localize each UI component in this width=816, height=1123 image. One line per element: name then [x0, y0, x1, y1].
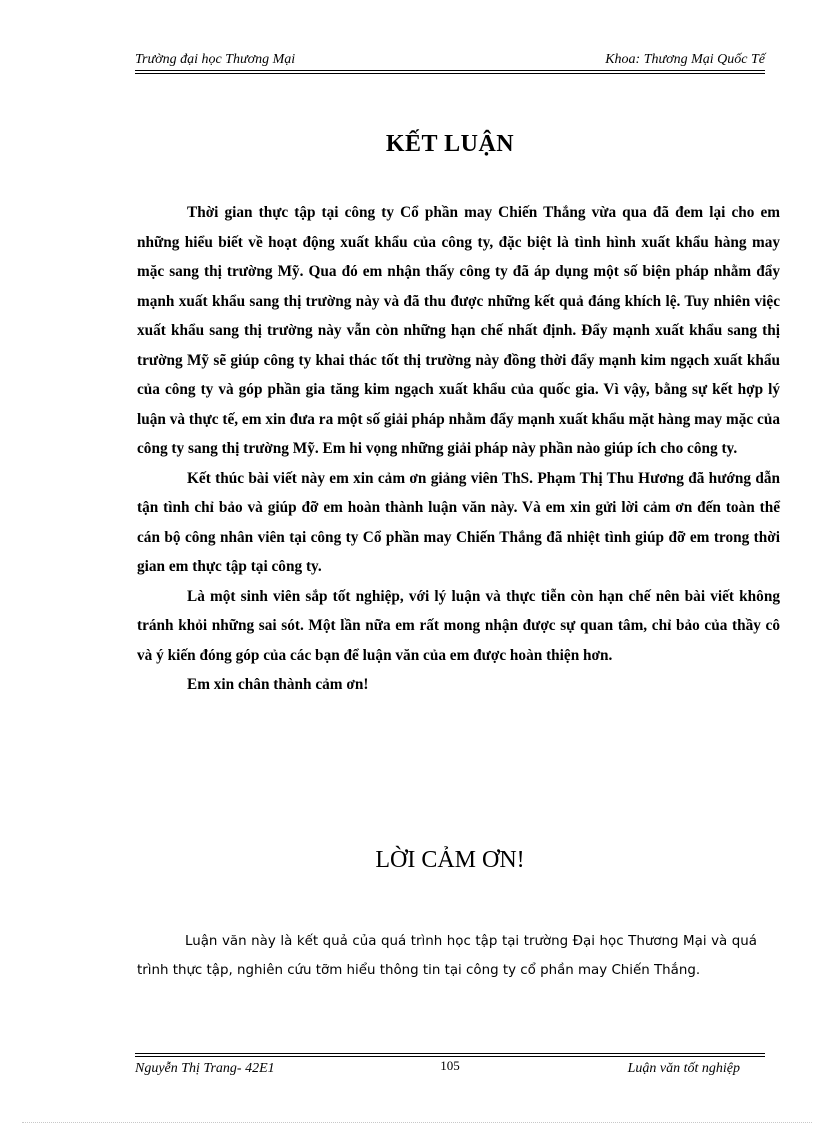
footer-document-type: Luận văn tốt nghiệp — [627, 1061, 740, 1076]
conclusion-paragraph-1: Thời gian thực tập tại công ty Cổ phần may Chiến Thắng vừa qua đã đem lại cho em những hiểu biết về hoạt động xuất khẩu của công ty, đặc biệt là tình hình xuất khẩu hàng may mặc sang thị trường Mỹ. Qua đó em nhận thấy công ty đã áp dụng một số biện pháp nhằm đẩy mạnh xuất khẩu sang thị trường này và đã thu được những kết quả đáng khích lệ. Tuy nhiên việc xuất khẩu sang thị trường này vẫn còn những hạn chế nhất định. Đẩy mạnh xuất khẩu sang thị trường Mỹ sẽ giúp công ty khai thác tốt thị trường này đồng thời đẩy mạnh kim ngạch xuất khẩu của công ty và góp phần gia tăng kim ngạch xuất khẩu của quốc gia. Vì vậy, bằng sự kết hợp lý luận và thực tế, em xin đưa ra một số giải pháp nhằm đẩy mạnh xuất khẩu mặt hàng may mặc của công ty sang thị trường Mỹ. Em hi vọng những giải pháp này phần nào giúp ích cho công ty. — [137, 204, 780, 457]
header-divider-secondary — [135, 73, 765, 74]
footer-divider — [135, 1053, 765, 1054]
conclusion-body — [137, 198, 780, 700]
conclusion-paragraph-3: Là một sinh viên sắp tốt nghiệp, với lý luận và thực tiễn còn hạn chế nên bài viết không tránh khỏi những sai sót. Một lần nữa em rất mong nhận được sự quan tâm, chỉ bảo của thầy cô và ý kiến đóng góp của các bạn để luận văn của em được hoàn thiện hơn. — [137, 587, 780, 664]
acknowledgement-body — [137, 927, 757, 985]
header-faculty: Khoa: Thương Mại Quốc Tế — [605, 52, 765, 67]
footer-author: Nguyễn Thị Trang- 42E1 — [135, 1061, 275, 1076]
conclusion-title: KẾT LUẬN — [385, 131, 515, 157]
acknowledgement-paragraph: Luận văn này là kết quả của quá trình học tập tại trường Đại học Thương Mại và quá trình thực tập, nghiên cứu tỡm hiểu thông tin tại công ty cổ phần may Chiến Thắng. — [137, 934, 757, 978]
page-footer — [135, 1057, 765, 1077]
conclusion-paragraph-2: Kết thúc bài viết này em xin cảm ơn giảng viên ThS. Phạm Thị Thu Hương đã hướng dẫn tận tình chỉ bảo và giúp đỡ em hoàn thành luận văn này. Và em xin gửi lời cảm ơn đến toàn thể cán bộ công nhân viên tại công ty Cổ phần may Chiến Thắng đã nhiệt tình giúp đỡ em trong thời gian em thực tập tại công ty. — [137, 469, 780, 575]
header-university: Trường đại học Thương Mại — [135, 52, 296, 67]
page-number: 105 — [440, 1058, 460, 1073]
acknowledgement-title: LỜI CẢM ƠN! — [375, 847, 525, 873]
conclusion-closing: Em xin chân thành cảm ơn! — [187, 676, 369, 693]
header-divider — [135, 70, 765, 71]
